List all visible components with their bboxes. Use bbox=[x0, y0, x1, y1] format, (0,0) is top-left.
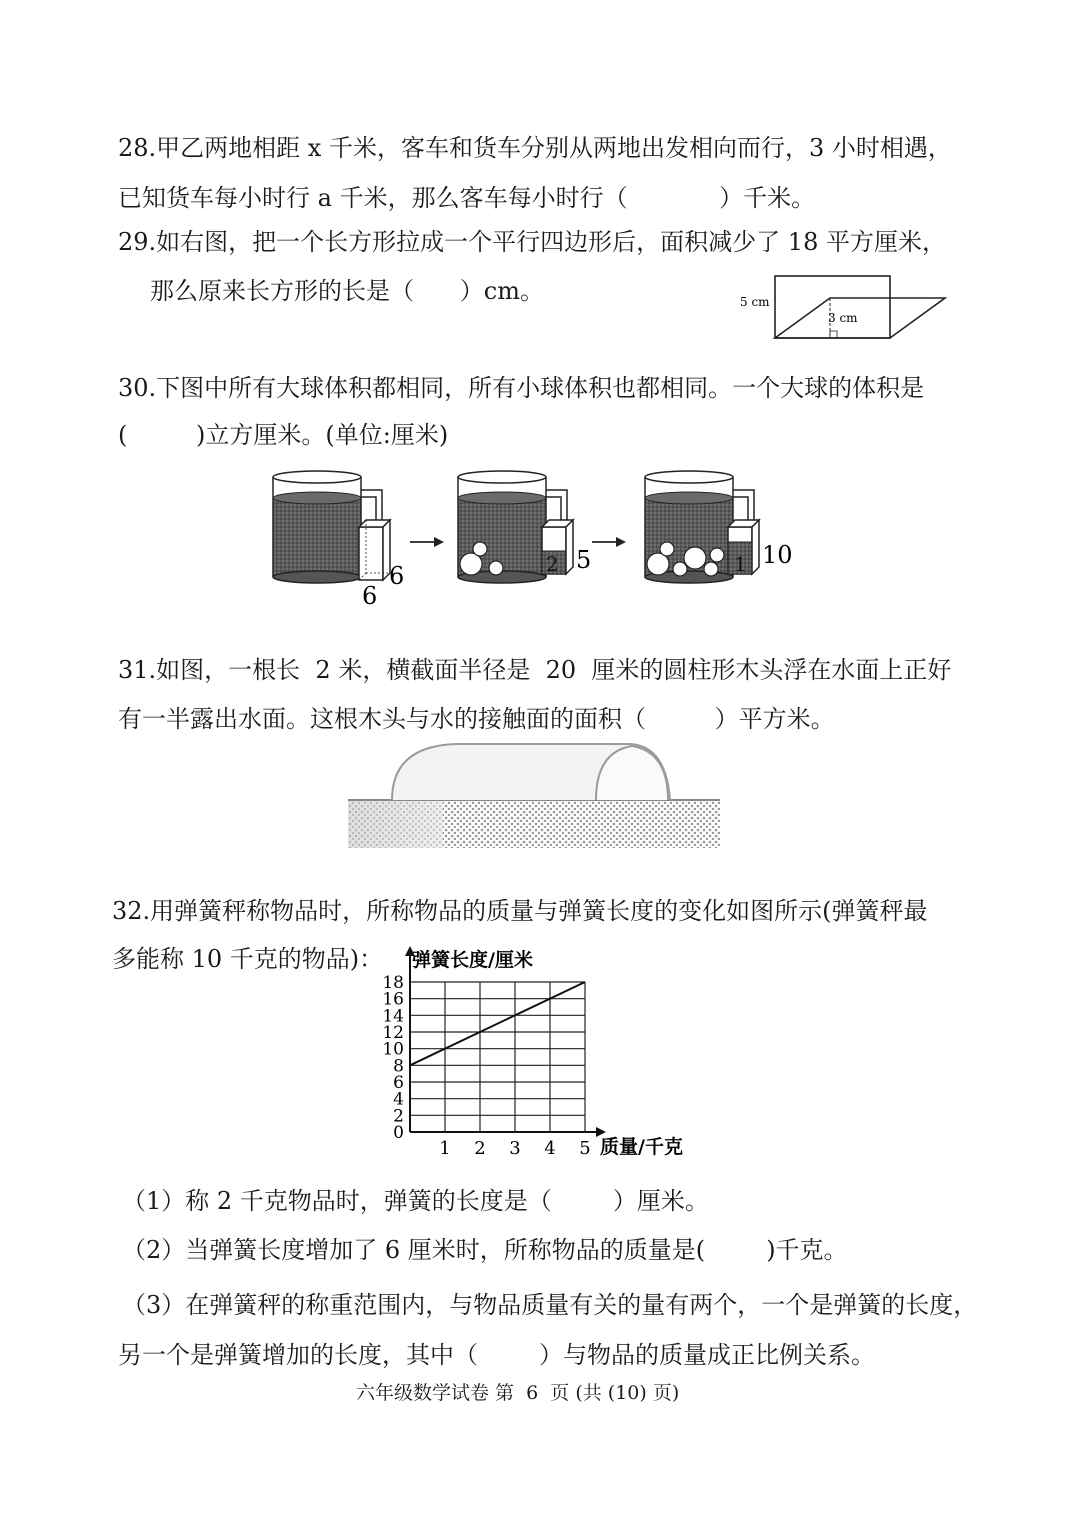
q32-sub3-line2: 另一个是弹簧增加的长度，其中（ ）与物品的质量成正比例关系。 bbox=[118, 1341, 876, 1369]
q31-line2: 有一半露出水面。这根木头与水的接触面的面积（ ）平方米。 bbox=[118, 705, 835, 733]
q30-small-ball bbox=[473, 542, 487, 556]
q28-line1: 28.甲乙两地相距 x 千米，客车和货车分别从两地出发相向而行，3 小时相遇， bbox=[118, 134, 952, 162]
q31-line1: 31.如图，一根长 2 米，横截面半径是 20 厘米的圆柱形木头浮在水面上正好 bbox=[118, 656, 952, 684]
q30-box2-level-label: 2 bbox=[546, 552, 559, 576]
q29-right-angle-mark bbox=[830, 331, 837, 338]
q30-small-ball bbox=[489, 561, 503, 575]
q29-line2: 那么原来长方形的长是（ ）cm。 bbox=[150, 277, 544, 305]
chart-y-tick-label: 0 bbox=[393, 1123, 404, 1143]
q30-line2: ( )立方厘米。(单位:厘米) bbox=[118, 421, 449, 449]
q30-arrow-1 bbox=[410, 537, 444, 547]
chart-y-tick-label: 6 bbox=[393, 1073, 404, 1093]
chart-y-tick-label: 18 bbox=[382, 973, 404, 993]
chart-x-tick-label: 4 bbox=[544, 1138, 556, 1159]
q29-rectangle-parallelogram-figure bbox=[730, 268, 950, 344]
q30-arrow-2 bbox=[592, 537, 626, 547]
chart-y-tick-label: 14 bbox=[382, 1006, 404, 1027]
chart-series-line bbox=[410, 982, 585, 1065]
chart-series bbox=[410, 982, 585, 1065]
chart-y-tick-label: 12 bbox=[382, 1023, 404, 1043]
chart-x-tick-label: 2 bbox=[474, 1138, 486, 1159]
q29-line1: 29.如右图，把一个长方形拉成一个平行四边形后，面积减少了 18 平方厘米， bbox=[118, 228, 946, 256]
q30-big-ball bbox=[684, 547, 706, 569]
chart-y-tick-label: 2 bbox=[393, 1106, 404, 1127]
q30-small-ball bbox=[673, 562, 687, 576]
page-footer: 六年级数学试卷 第 6 页 (共 (10) 页) bbox=[356, 1382, 680, 1404]
q30-container-3 bbox=[645, 471, 793, 583]
q32-line2: 多能称 10 千克的物品)： bbox=[112, 945, 384, 973]
q32-sub2: （2）当弹簧长度增加了 6 厘米时，所称物品的质量是( )千克。 bbox=[122, 1236, 848, 1264]
chart-y-tick-label: 16 bbox=[382, 989, 404, 1010]
q30-small-ball bbox=[660, 542, 674, 556]
q30-box1-depth-label: 6 bbox=[389, 562, 405, 590]
q29-height-label: 5 cm bbox=[740, 295, 770, 309]
q31-floating-log-figure bbox=[348, 732, 720, 850]
chart-y-tick-label: 4 bbox=[393, 1089, 404, 1110]
q30-small-ball bbox=[704, 562, 718, 576]
chart-x-tick-label: 5 bbox=[579, 1138, 591, 1159]
chart-y-axis-label: 弹簧长度/厘米 bbox=[412, 949, 533, 971]
q30-line1: 30.下图中所有大球体积都相同，所有小球体积也都相同。一个大球的体积是 bbox=[118, 374, 925, 402]
q32-spring-chart bbox=[360, 940, 720, 1170]
q32-sub3-line1: （3）在弹簧秤的称重范围内，与物品质量有关的量有两个，一个是弹簧的长度， bbox=[122, 1291, 978, 1319]
q32-line1: 32.用弹簧秤称物品时，所称物品的质量与弹簧长度的变化如图所示(弹簧秤最 bbox=[112, 897, 928, 925]
q30-box3-level-label: 1 bbox=[734, 552, 747, 576]
chart-axes bbox=[405, 946, 606, 1137]
q28-line2: 已知货车每小时行 a 千米，那么客车每小时行（ ）千米。 bbox=[118, 184, 816, 212]
chart-y-tick-label: 10 bbox=[382, 1039, 404, 1060]
q29-parallelogram bbox=[775, 298, 945, 338]
q29-rectangle bbox=[775, 276, 890, 338]
q30-small-ball bbox=[710, 548, 724, 562]
chart-x-tick-label: 1 bbox=[439, 1138, 451, 1159]
q30-box1-width-label: 6 bbox=[362, 582, 378, 610]
chart-x-axis-label: 质量/千克 bbox=[600, 1136, 683, 1158]
q30-container-1 bbox=[273, 471, 404, 610]
q31-water bbox=[348, 800, 720, 848]
q30-box3-height-label: 10 bbox=[762, 541, 793, 569]
q30-water-container-figure bbox=[262, 460, 822, 610]
q30-container-2 bbox=[458, 471, 591, 583]
q31-log bbox=[392, 744, 670, 800]
q30-box2-height-label: 5 bbox=[576, 546, 592, 574]
q32-sub1: （1）称 2 千克物品时，弹簧的长度是（ ）厘米。 bbox=[122, 1187, 709, 1215]
chart-grid bbox=[410, 982, 585, 1132]
chart-y-tick-label: 8 bbox=[393, 1056, 404, 1077]
q29-para-height-label: 3 cm bbox=[828, 311, 858, 325]
chart-x-tick-label: 3 bbox=[509, 1138, 521, 1159]
